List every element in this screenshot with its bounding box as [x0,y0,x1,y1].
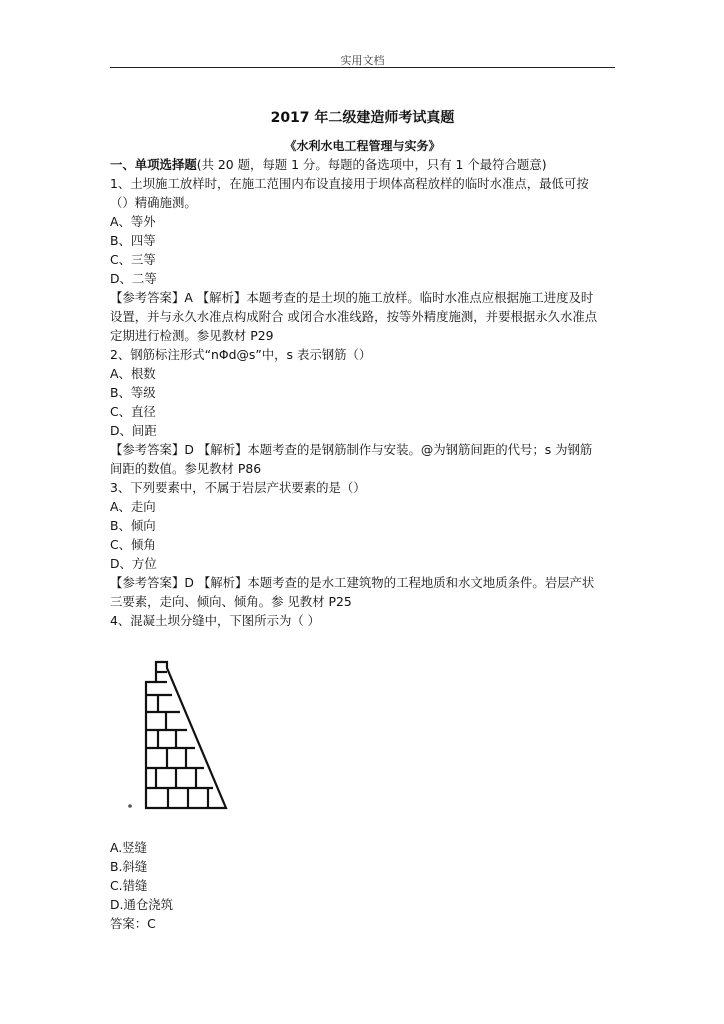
q3-answer-line: 【参考答案】D 【解析】本题考查的是水工建筑物的工程地质和水文地质条件。岩层产状 [110,575,595,590]
exam-title: 2017 年二级建造师考试真题 [270,110,455,126]
q3-option: D、方位 [110,556,157,571]
q3-stem: 3、下列要素中，不属于岩层产状要素的是（） [110,480,366,495]
q4-option: C.错缝 [110,878,148,893]
q2-option: D、间距 [110,423,157,438]
header-divider [110,67,615,68]
q1-option: A、等外 [110,214,156,229]
q4-stem: 4、混凝土坝分缝中，下图所示为（ ） [110,613,321,628]
q2-option: A、根数 [110,366,156,381]
q4-answer: 答案：C [110,916,156,931]
q2-stem: 2、钢筋标注形式“nΦd@s”中，s 表示钢筋（） [110,347,372,362]
page-header: 实用文档 [340,54,385,67]
q3-answer-line: 三要素，走向、倾向、倾角。参 见教材 P25 [110,594,352,609]
q3-option: C、倾角 [110,537,156,552]
q1-option: C、三等 [110,252,156,267]
q2-option: C、直径 [110,404,156,419]
q4-option: A.竖缝 [110,840,147,855]
q1-stem-line2: （）精确施测。 [110,195,197,210]
q1-answer-line: 定期进行检测。参见教材 P29 [110,328,274,343]
q1-answer-line: 【参考答案】A 【解析】本题考查的是土坝的施工放样。临时水准点应根据施工进度及时 [110,290,594,305]
foundation-mark [128,804,132,808]
exam-subtitle: 《水利水电工程管理与实务》 [284,139,441,153]
question-content [110,155,620,630]
q1-option: D、二等 [110,271,157,286]
q2-answer-line: 间距的数值。参见教材 P86 [110,461,262,476]
q1-option: B、四等 [110,233,156,248]
q1-answer-line: 设置，并与永久水准点构成附合 或闭合水准线路，按等外精度施测，并要根据永久水准点 [110,309,598,324]
q2-answer-line: 【参考答案】D 【解析】本题考查的是钢筋制作与安装。@为钢筋间距的代号；s 为钢筋 [110,442,593,457]
dam-joint-diagram [120,650,235,810]
q3-option: B、倾向 [110,518,156,533]
q4-options [110,838,615,933]
section-heading: 一、单项选择题(共 20 题，每题 1 分。每题的备选项中，只有 1 个最符合题意) [110,157,547,172]
q4-option: D.通仓浇筑 [110,897,174,912]
q1-stem-line1: 1、土坝施工放样时，在施工范围内布设直接用于坝体高程放样的临时水准点，最低可按 [110,176,589,191]
q4-option: B.斜缝 [110,859,148,874]
q3-option: A、走向 [110,499,156,514]
q2-option: B、等级 [110,385,156,400]
